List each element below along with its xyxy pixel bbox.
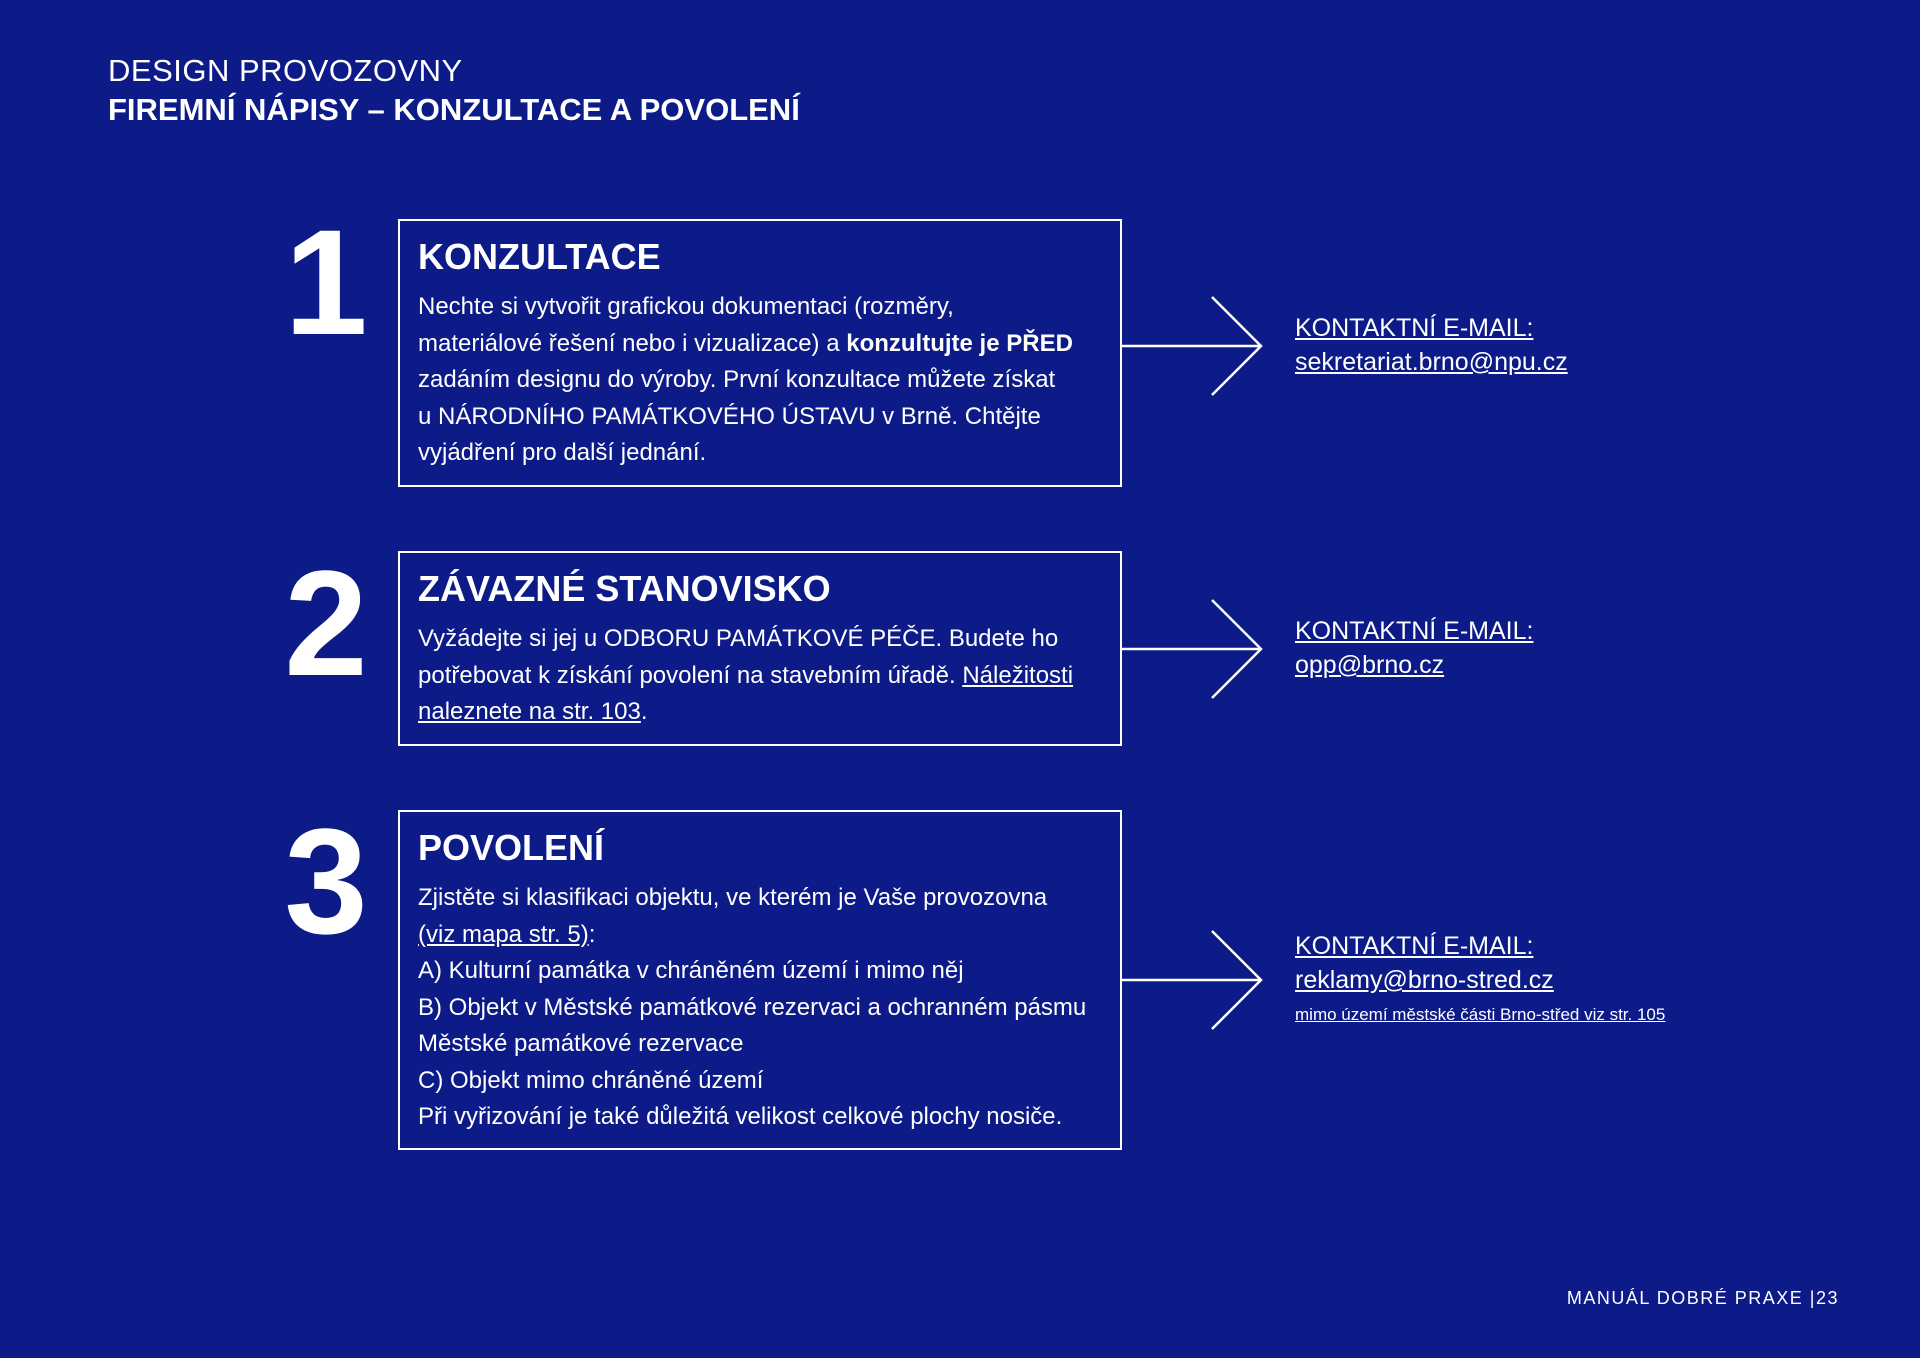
contact-email-link[interactable]: opp@brno.cz <box>1295 651 1445 679</box>
section-kicker: DESIGN PROVOZOVNY <box>108 53 463 88</box>
step-2-box <box>398 551 1122 746</box>
page-reference-link[interactable]: Náležitosti <box>962 661 1074 689</box>
contact-label: KONTAKTNÍ E-MAIL: <box>1295 932 1534 960</box>
step-2-body <box>418 621 1104 731</box>
step-1-heading: KONZULTACE <box>418 236 661 277</box>
page-title: FIREMNÍ NÁPISY – KONZULTACE A POVOLENÍ <box>108 92 800 127</box>
contact-label: KONTAKTNÍ E-MAIL: <box>1295 314 1534 342</box>
arrow-right-icon <box>1120 928 1265 1032</box>
step-1-body <box>418 289 1104 472</box>
step-3-body <box>418 880 1104 1136</box>
step-1-number: 1 <box>284 198 368 366</box>
body-line: materiálové řešení nebo i vizualizace) a konzultujte je PŘED <box>418 329 1073 357</box>
step-1-contact <box>1295 311 1568 379</box>
page-reference-link[interactable]: (viz mapa str. 5) <box>418 920 589 948</box>
body-line: u NÁRODNÍHO PAMÁTKOVÉHO ÚSTAVU v Brně. Chtějte <box>418 402 1041 430</box>
body-line: (viz mapa str. 5): <box>418 920 596 948</box>
contact-email-link[interactable]: sekretariat.brno@npu.cz <box>1295 348 1568 376</box>
contact-email-link[interactable]: reklamy@brno-stred.cz <box>1295 966 1554 994</box>
body-line: naleznete na str. 103. <box>418 698 648 725</box>
step-2-contact <box>1295 614 1533 682</box>
step-3-box <box>398 810 1122 1150</box>
body-line: Městské památkové rezervace <box>418 1030 744 1057</box>
body-line: B) Objekt v Městské památkové rezervaci a ochranném pásmu <box>418 993 1087 1021</box>
body-line: A) Kulturní památka v chráněném území i mimo něj <box>418 957 964 984</box>
step-2-number: 2 <box>284 539 368 707</box>
page-header <box>108 52 800 130</box>
body-line: Vyžádejte si jej u ODBORU PAMÁTKOVÉ PÉČE. Budete ho <box>418 625 1059 652</box>
body-line: Při vyřizování je také důležitá velikost celkové plochy nosiče. <box>418 1103 1063 1130</box>
step-3-number: 3 <box>284 797 368 965</box>
body-line: zadáním designu do výroby. První konzultace můžete získat <box>418 366 1056 393</box>
page-reference-link[interactable]: naleznete na str. 103 <box>418 698 641 725</box>
body-line: Nechte si vytvořit grafickou dokumentaci (rozměry, <box>418 293 954 320</box>
page-footer: MANUÁL DOBRÉ PRAXE |23 <box>1566 1288 1839 1308</box>
arrow-right-icon <box>1120 597 1265 701</box>
body-line: Zjistěte si klasifikaci objektu, ve kterém je Vaše provozovna <box>418 884 1048 911</box>
contact-label: KONTAKTNÍ E-MAIL: <box>1295 617 1534 645</box>
body-line: potřebovat k získání povolení na stavebním úřadě. Náležitosti <box>418 661 1074 689</box>
body-line: vyjádření pro další jednání. <box>418 439 707 466</box>
step-1-box <box>398 219 1122 487</box>
step-3-contact <box>1295 929 1665 1029</box>
emphasis-text: konzultujte je PŘED <box>846 329 1073 357</box>
contact-note-link[interactable]: mimo území městské části Brno-střed viz str. 105 <box>1295 1005 1666 1024</box>
body-line: C) Objekt mimo chráněné území <box>418 1066 764 1094</box>
step-3-heading: POVOLENÍ <box>418 827 605 868</box>
step-2-heading: ZÁVAZNÉ STANOVISKO <box>418 568 831 609</box>
arrow-right-icon <box>1120 294 1265 398</box>
